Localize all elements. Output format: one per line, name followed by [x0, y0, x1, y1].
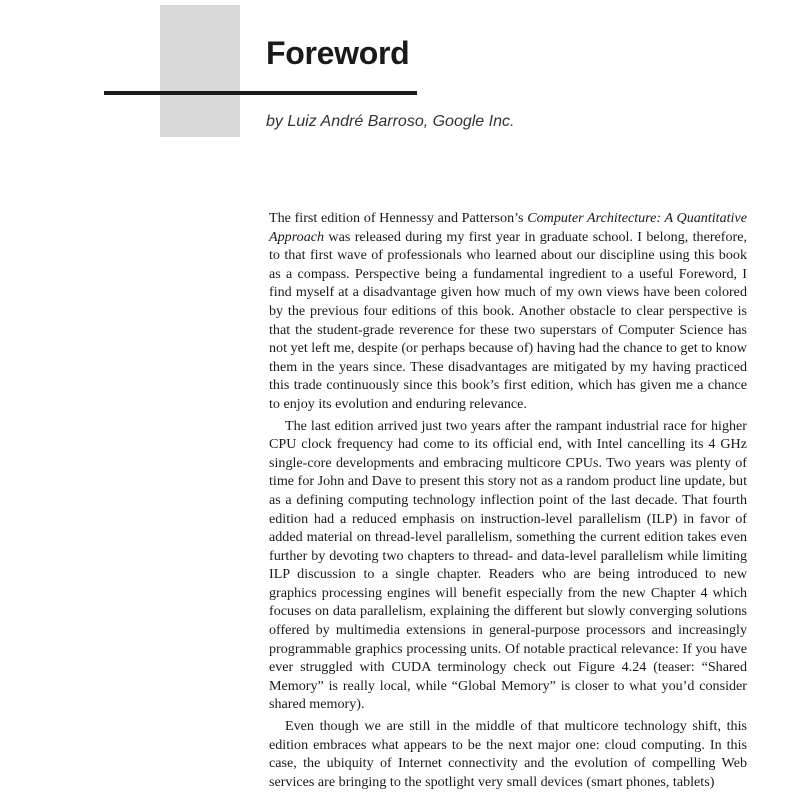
paragraph-1-rest: was released during my first year in graduate school. I belong, therefore, to that first wave of professionals who learned about our discipline using this book as a compass. Perspective being a fundamental ingredient to a useful Foreword, I find myself at a disadvantage given how much of my own views have been colored by the previous four editions of this book. Another obstacle to clear perspective is that the student-grade reverence for these two superstars of Computer Science has not yet left me, despite (or perhaps because of) having had the chance to get to know them in the years since. These disadvantages are mitigated by my having practiced this trade continuously since this book’s first edition, which has given me a chance to enjoy its evolution and enduring relevance. [269, 228, 747, 412]
book-title: Computer Architecture: A Quantitative Approach [269, 210, 747, 245]
paragraph-3: Even though we are still in the middle of that multicore technology shift, this edition embraces what appears to be the next major one: cloud computing. In this case, the ubiquity of Internet connectivity and the evolution of compelling Web services are bringing to the spotlight very small devices (smart phones, tablets) [269, 718, 747, 790]
page-title: Foreword [266, 35, 410, 71]
paragraph-1-intro: The first edition of Hennessy and Patterson’s [269, 210, 528, 226]
title-rule [104, 91, 417, 95]
paragraph-2: The last edition arrived just two years after the rampant industrial race for higher CPU clock frequency had come to its official end, with Intel cancelling its 4 GHz single-core developments and embracing multicore CPUs. Two years was plenty of time for John and Dave to present this story not as a random product line update, but as a defining computing technology inflection point of the last decade. That fourth edition had a reduced emphasis on instruction-level parallelism (ILP) in favor of added material on thread-level parallelism, something the current edition takes even further by devoting two chapters to thread- and data-level parallelism while limiting ILP discussion to a single chapter. Readers who are being introduced to new graphics processing engines will benefit especially from the new Chapter 4 which focuses on data parallelism, explaining the different but slowly converging solutions offered by multimedia extensions in general-purpose processors and increasingly programmable graphics processing units. Of notable practical relevance: If you have ever struggled with CUDA terminology check out Figure 4.24 (teaser: “Shared Memory” is really local, while “Global Memory” is closer to what you’d consider shared memory). [269, 417, 747, 713]
paragraph-1 [269, 209, 747, 414]
body-text [269, 209, 747, 794]
author-byline: by Luiz André Barroso, Google Inc. [266, 113, 515, 130]
chapter-decoration-block [160, 5, 240, 137]
